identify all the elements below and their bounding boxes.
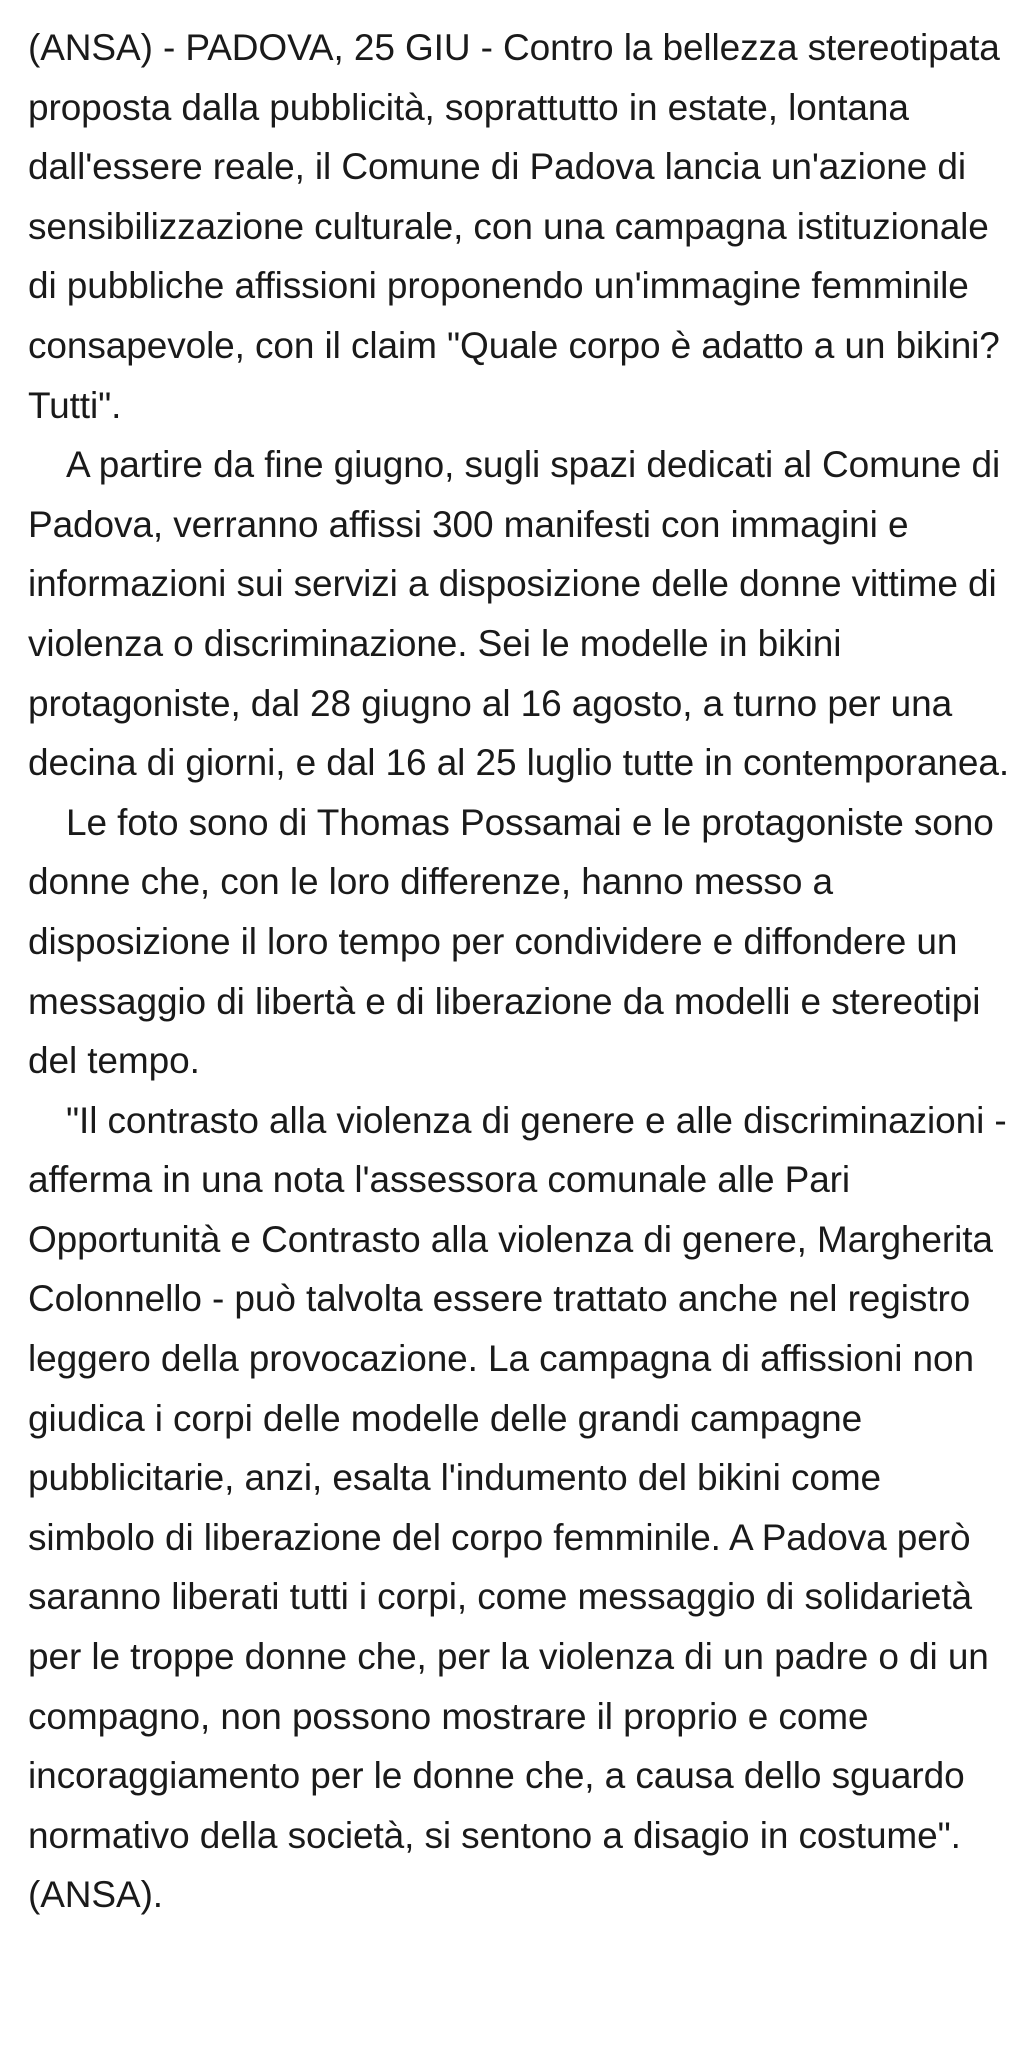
article-paragraph-1: (ANSA) - PADOVA, 25 GIU - Contro la bellezza stereotipata proposta dalla pubblicità, soprattutto in estate, lontana dall'essere reale, il Comune di Padova lancia un'azione di sensibilizzazione culturale, con una campagna istituzionale di pubbliche affissioni proponendo un'immagine femminile consapevole, con il claim "Quale corpo è adatto a un bikini? Tutti". bbox=[28, 27, 1000, 426]
article-paragraph-2: A partire da fine giugno, sugli spazi dedicati al Comune di Padova, verranno affissi 300 manifesti con immagini e informazioni sui servizi a disposizione delle donne vittime di violenza o discriminazione. Sei le modelle in bikini protagoniste, dal 28 giugno al 16 agosto, a turno per una decina di giorni, e dal 16 al 25 luglio tutte in contemporanea. bbox=[28, 444, 1010, 784]
article-body bbox=[28, 18, 1013, 1925]
article-paragraph-4: "Il contrasto alla violenza di genere e alle discriminazioni - afferma in una nota l'assessora comunale alle Pari Opportunità e Contrasto alla violenza di genere, Margherita Colonnello - può talvolta essere trattato anche nel registro leggero della provocazione. La campagna di affissioni non giudica i corpi delle modelle delle grandi campagne pubblicitarie, anzi, esalta l'indumento del bikini come simbolo di liberazione del corpo femminile. A Padova però saranno liberati tutti i corpi, come messaggio di solidarietà per le troppe donne che, per la violenza di un padre o di un compagno, non possono mostrare il proprio e come incoraggiamento per le donne che, a causa dello sguardo normativo della società, si sentono a disagio in costume". (ANSA). bbox=[28, 1099, 1007, 1916]
article-paragraph-3: Le foto sono di Thomas Possamai e le protagoniste sono donne che, con le loro differenze, hanno messo a disposizione il loro tempo per condividere e diffondere un messaggio di libertà e di liberazione da modelli e stereotipi del tempo. bbox=[28, 801, 994, 1082]
